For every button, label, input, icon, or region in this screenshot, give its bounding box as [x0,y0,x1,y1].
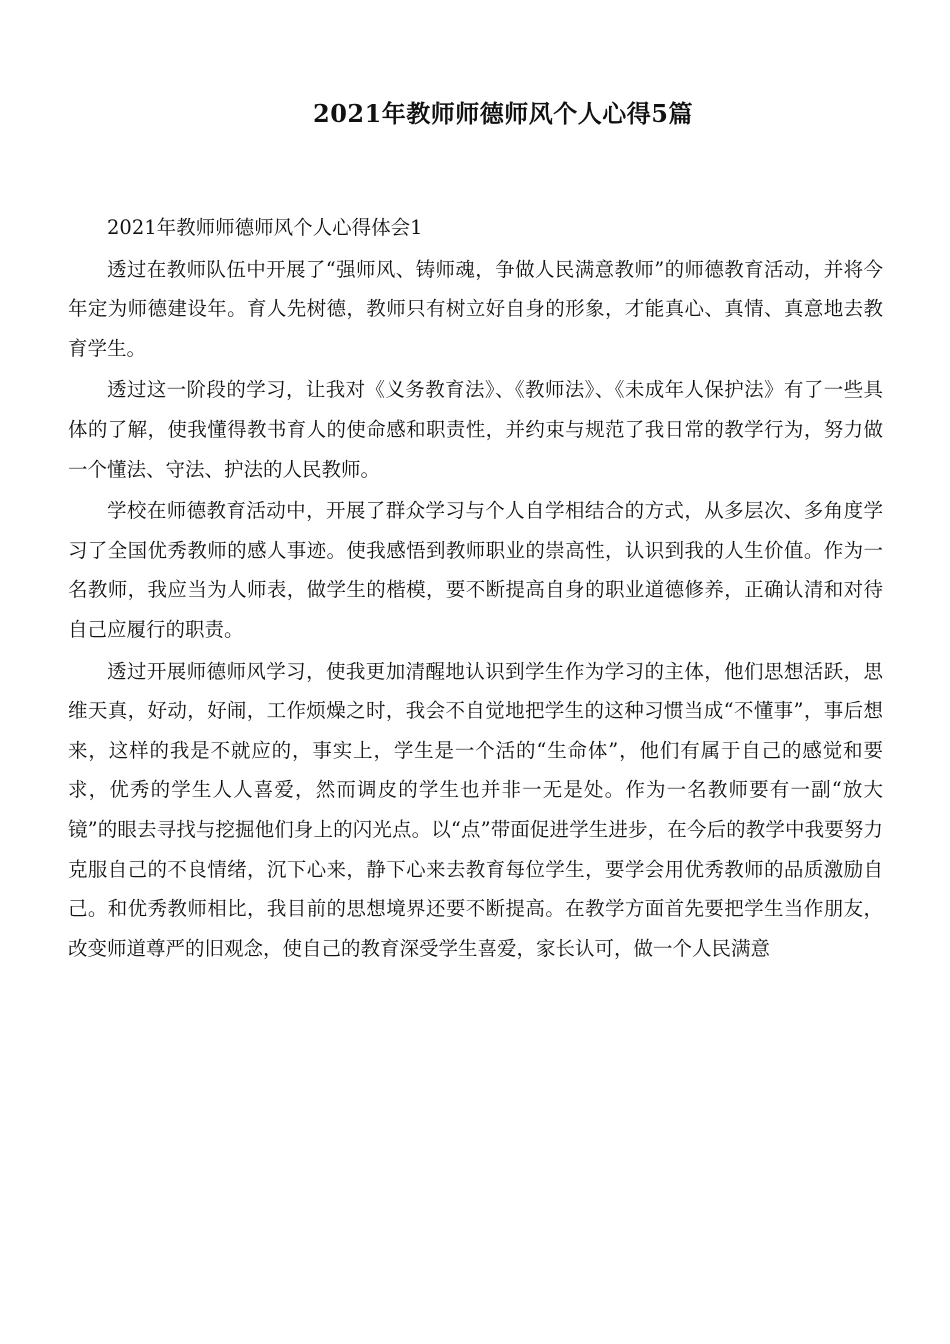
paragraph-4: 透过开展师德师风学习，使我更加清醒地认识到学生作为学习的主体，他们思想活跃，思维天真，好动，好闹，工作烦燥之时，我会不自觉地把学生的这种习惯当成“不懂事”，事后想来，这样的我是不就应的，事实上，学生是一个活的“生命体”，他们有属于自己的感觉和要求，优秀的学生人人喜爱，然而调皮的学生也并非一无是处。作为一名教师要有一副“放大镜”的眼去寻找与挖掘他们身上的闪光点。以“点”带面促进学生进步，在今后的教学中我要努力克服自己的不良情绪，沉下心来，静下心来去教育每位学生，要学会用优秀教师的品质激励自己。和优秀教师相比，我目前的思想境界还要不断提高。在教学方面首先要把学生当作朋友，改变师道尊严的旧观念，使自己的教育深受学生喜爱，家长认可，做一个人民满意 [68,659,883,960]
paragraph-2: 透过这一阶段的学习，让我对《义务教育法》、《教师法》、《未成年人保护法》有了一些具体的了解，使我懂得教书育人的使命感和职责性，并约束与规范了我日常的教学行为，努力做一个懂法、守法、护法的人民教师。 [68,378,883,481]
section-heading: 2021年教师师德师风个人心得体会1 [107,216,423,239]
paragraph-3: 学校在师德教育活动中，开展了群众学习与个人自学相结合的方式，从多层次、多角度学习了全国优秀教师的感人事迹。使我感悟到教师职业的崇高性，认识到我的人生价值。作为一名教师，我应当为人师表，做学生的楷模，要不断提高自身的职业道德修养，正确认清和对待自己应履行的职责。 [68,499,883,641]
document-body [68,208,883,968]
document-title: 2021年教师师德师风个人心得5篇 [313,99,693,128]
paragraph-1: 透过在教师队伍中开展了“强师风、铸师魂，争做人民满意教师”的师德教育活动，并将今年定为师德建设年。育人先树德，教师只有树立好自身的形象，才能真心、真情、真意地去教育学生。 [68,257,883,360]
